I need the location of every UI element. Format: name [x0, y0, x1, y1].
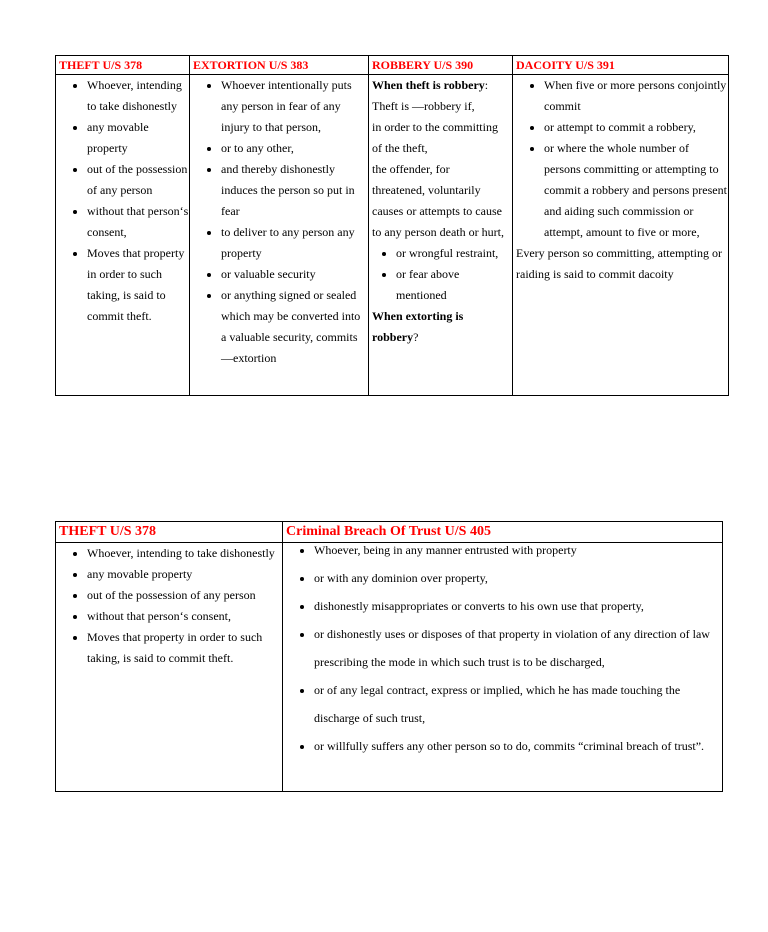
theft-cell	[56, 543, 283, 792]
robbery-line: Theft is —robbery if,	[372, 99, 475, 113]
theft-heading: THEFT U/S 378	[56, 522, 283, 543]
robbery-outro	[369, 306, 512, 348]
list-item: • or attempt to commit a robbery,	[544, 117, 728, 138]
list-item: • without that person‘s consent,	[87, 606, 282, 627]
dacoity-heading: DACOITY U/S 391	[513, 56, 729, 75]
theft-cell	[56, 75, 190, 396]
list-item: • out of the possession of any person	[87, 585, 282, 606]
robbery-intro-bold: When theft is robbery	[372, 78, 485, 92]
theft-list	[56, 543, 282, 669]
list-item: • or wrongful restraint,	[396, 243, 512, 264]
list-item: • or valuable security	[221, 264, 368, 285]
list-item: • any movable property	[87, 117, 189, 159]
list-item: • or to any other,	[221, 138, 368, 159]
theft-list	[56, 75, 189, 327]
list-item: • or with any dominion over property,	[314, 564, 722, 592]
robbery-cell	[369, 75, 513, 396]
dacoity-tail: Every person so committing, attempting or raiding is said to commit dacoity	[516, 246, 722, 281]
cbt-cell	[283, 543, 723, 792]
robbery-outro-rest: ?	[413, 330, 419, 344]
dacoity-list	[513, 75, 728, 243]
list-item: • Moves that property in order to such taking, is said to commit theft.	[87, 627, 282, 669]
robbery-line: threatened, voluntarily causes or attempts to cause to any person death or hurt,	[372, 183, 504, 239]
robbery-intro-rest: :	[484, 78, 489, 92]
extortion-list	[190, 75, 368, 369]
list-item: • or of any legal contract, express or implied, which he has made touching the discharge of such trust,	[314, 676, 722, 732]
list-item: • or anything signed or sealed which may be converted into a valuable security, commits —extortion	[221, 285, 368, 369]
list-item: • or where the whole number of persons committing or attempting to commit a robbery and persons present and aiding such commission or attempt, amount to five or more,	[544, 138, 728, 243]
theft-heading: THEFT U/S 378	[56, 56, 190, 75]
dacoity-cell	[513, 75, 729, 396]
list-item: • Whoever intentionally puts any person in fear of any injury to that person,	[221, 75, 368, 138]
list-item: • dishonestly misappropriates or converts to his own use that property,	[314, 592, 722, 620]
extortion-heading: EXTORTION U/S 383	[190, 56, 369, 75]
list-item: • or dishonestly uses or disposes of that property in violation of any direction of law prescribing the mode in which such trust is to be discharged,	[314, 620, 722, 676]
list-item: • or fear above mentioned	[396, 264, 512, 306]
list-item: • and thereby dishonestly induces the person so put in fear	[221, 159, 368, 222]
robbery-heading: ROBBERY U/S 390	[369, 56, 513, 75]
list-item: • Whoever, intending to take dishonestly	[87, 75, 189, 117]
robbery-intro	[369, 75, 512, 96]
table-header-row	[56, 56, 729, 75]
list-item: • Moves that property in order to such taking, is said to commit theft.	[87, 243, 189, 327]
table-body-row	[56, 543, 723, 792]
cbt-list	[283, 536, 722, 760]
list-item: • any movable property	[87, 564, 282, 585]
list-item: • Whoever, being in any manner entrusted with property	[314, 536, 722, 564]
robbery-line: the offender, for	[372, 162, 450, 176]
list-item: • without that person‘s consent,	[87, 201, 189, 243]
list-item: • to deliver to any person any property	[221, 222, 368, 264]
robbery-line: in order to the committing of the theft,	[372, 120, 498, 155]
list-item: • When five or more persons conjointly commit	[544, 75, 728, 117]
robbery-list	[369, 243, 512, 306]
table-body-row	[56, 75, 729, 396]
list-item: • Whoever, intending to take dishonestly	[87, 543, 282, 564]
comparison-table-theft-cbt	[55, 521, 723, 792]
robbery-outro-bold: When extorting is robbery	[372, 309, 464, 344]
comparison-table-offences	[55, 55, 729, 396]
extortion-cell	[190, 75, 369, 396]
cbt-heading: Criminal Breach Of Trust U/S 405	[283, 522, 723, 543]
list-item: • out of the possession of any person	[87, 159, 189, 201]
list-item: • or willfully suffers any other person so to do, commits “criminal breach of trust”.	[314, 732, 722, 760]
